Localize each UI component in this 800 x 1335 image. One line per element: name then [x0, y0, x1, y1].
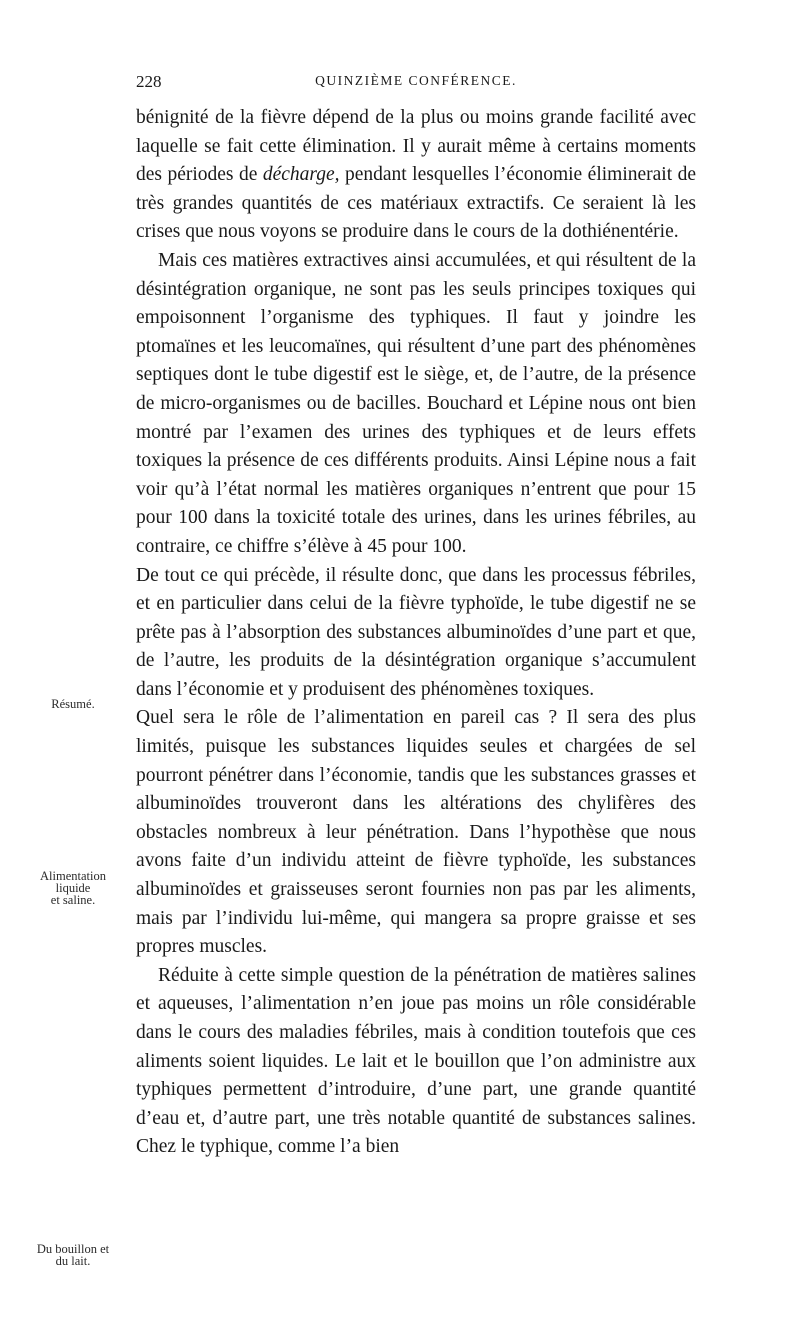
margin-note-alimentation	[14, 870, 132, 906]
paragraph-1-emphasis: décharge,	[262, 164, 340, 186]
margin-note-bouillon	[14, 1243, 132, 1267]
page-number: 228	[136, 72, 162, 91]
margin-note-bouillon-line-2: du lait.	[55, 1254, 91, 1268]
paragraph-5: Réduite à cette simple question de la pénétration de matières salines et aqueuses, l’alimentation n’en joue pas moins un rôle considérable dans le cours des maladies fébriles, mais à condition toutefois que ces aliments soient liquides. Le lait et le bouillon que l’on administre aux typhiques permettent d’introduire, d’une part, une grande quantité d’eau et, d’autre part, une très notable quantité de substances salines. Chez le typhique, comme l’a bien	[136, 964, 696, 1158]
paragraph-2: Mais ces matières extractives ainsi accumulées, et qui résultent de la désintégration organique, ne sont pas les seuls principes toxiques qui empoisonnent l’organisme des typhiques. Il faut y joindre les ptomaïnes et les leucomaïnes, qui résultent d’une part des phénomènes septiques dont le tube digestif est le siège, et, de l’autre, de la présence de micro-organismes ou de bacilles. Bouchard et Lépine nous ont bien montré par l’examen des urines des typhiques et de leurs effets toxiques la présence de ces différents produits. Ainsi Lépine nous a fait voir qu’à l’état normal les matières organiques n’entrent que pour 15 pour 100 dans la toxicité totale des urines, dans les urines fébriles, au contraire, ce chiffre s’élève à 45 pour 100.	[136, 249, 696, 557]
paragraph-3: De tout ce qui précède, il résulte donc, que dans les processus fébriles, et en particulier dans celui de la fièvre typhoïde, le tube digestif ne se prête pas à l’absorption des substances albuminoïdes d’une part et que, de l’autre, les produits de la désintégration organique s’accumulent dans l’économie et y produisent des phénomènes toxiques.	[136, 564, 696, 700]
paragraph-1-text-before: bénignité de la fièvre dépend de la plus ou moins grande facilité avec laquelle se fait cette élimination. Il y aurait même à certains moments des périodes de	[136, 107, 696, 186]
body-text	[136, 104, 696, 1162]
paragraph-1-text-after: pendant lesquelles l’économie éliminerait de très grandes quantités de ces matériaux extractifs. Ce seraient là les crises que nous voyons se produire dans le cours de la dothiénentérie.	[136, 164, 696, 243]
paragraph-4: Quel sera le rôle de l’alimentation en pareil cas ? Il sera des plus limités, puisque les substances liquides seules et chargées de sel pourront pénétrer dans l’économie, tandis que les substances grasses et albuminoïdes trouveront dans les altérations des chylifères des obstacles nombreux à leur pénétration. Dans l’hypothèse que nous avons faite d’un individu atteint de fièvre typhoïde, les substances albuminoïdes et graisseuses seront fournies non pas par les aliments, mais par l’individu lui-même, qui mangera sa propre graisse et ses propres muscles.	[136, 707, 696, 958]
paragraph-1	[136, 104, 696, 247]
margin-note-resume	[14, 698, 132, 710]
margin-note-alimentation-line-1: Alimentation	[40, 869, 106, 883]
margin-note-alimentation-line-3: et saline.	[50, 893, 96, 907]
margin-note-bouillon-line-1: Du bouillon et	[36, 1242, 110, 1256]
margin-note-resume-line: Résumé.	[51, 697, 95, 711]
page-header	[136, 72, 696, 94]
running-title: QUINZIÈME CONFÉRENCE.	[315, 73, 517, 88]
margin-note-alimentation-line-2: liquide	[55, 881, 91, 895]
